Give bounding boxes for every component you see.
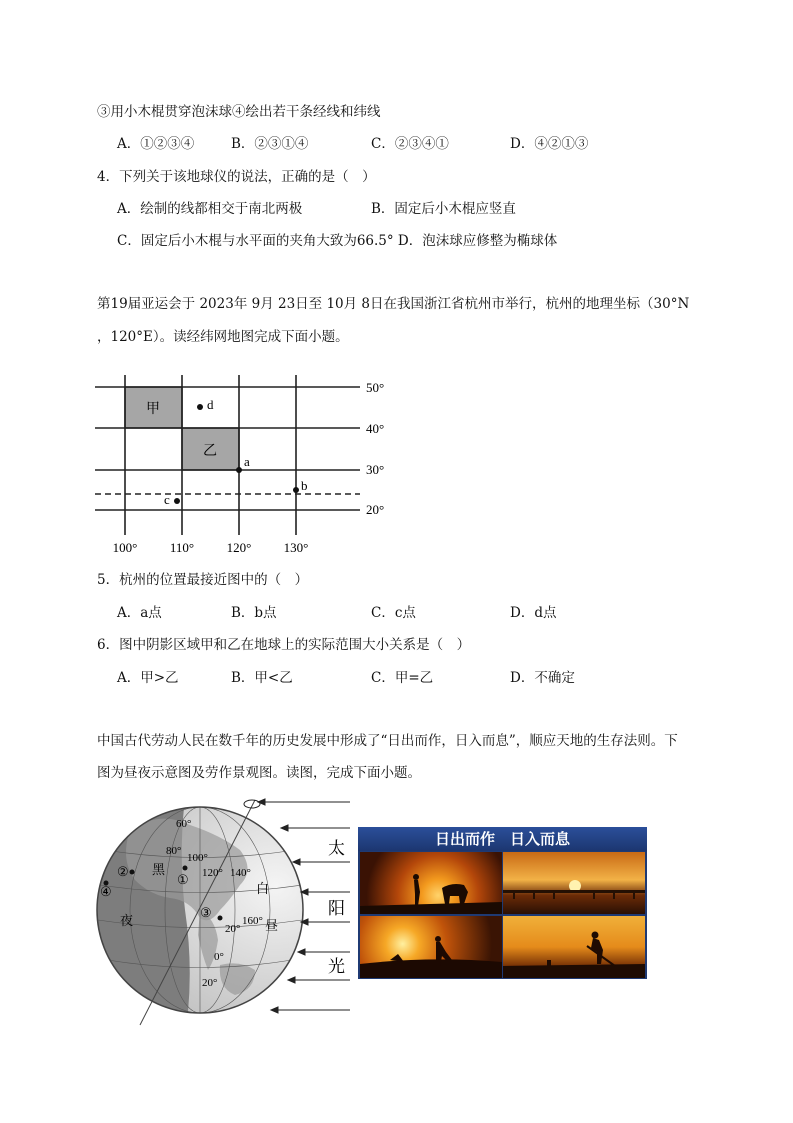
lat-lon-grid-map: [90, 375, 400, 560]
lon-label-100: 100°: [112, 540, 138, 555]
point-c-dot: [174, 498, 180, 504]
q3-option-b: B．②③①④: [231, 136, 309, 152]
intro-ancient-line1: 中国古代劳动人民在数千年的历史发展中形成了“日出而作，日入而息”，顺应天地的生存法则。下: [97, 733, 678, 749]
label-hei: 黑: [152, 862, 166, 877]
point-4: ④: [100, 884, 112, 899]
sunlight-label-2: 阳: [328, 899, 345, 918]
label-80: 80°: [166, 845, 182, 857]
label-20-north: 20°: [225, 923, 241, 935]
q5-option-b: B．b点: [231, 605, 277, 621]
intro-ancient-line2: 图为昼夜示意图及劳作景观图。读图，完成下面小题。: [97, 765, 421, 781]
q6-option-b: B．甲<乙: [231, 670, 293, 686]
photo-farmer-ox: [360, 852, 502, 914]
q6-option-d: D．不确定: [510, 670, 575, 686]
label-100: 100°: [187, 852, 208, 864]
q6-stem: 6．图中阴影区域甲和乙在地球上的实际范围大小关系是（ ）: [97, 637, 471, 653]
lon-label-110: 110°: [169, 540, 195, 555]
point-1: ①: [177, 872, 189, 887]
photo-title: 日出而作 日入而息: [358, 827, 647, 851]
sunlight-label-1: 太: [328, 839, 345, 858]
point-3: ③: [200, 905, 212, 920]
label-20-south: 20°: [202, 977, 218, 989]
q3-option-c: C．②③④①: [371, 136, 449, 152]
label-ye: 夜: [120, 913, 134, 928]
q5-option-d: D．d点: [510, 605, 557, 621]
label-bai: 白: [256, 881, 270, 896]
label-120: 120°: [202, 867, 223, 879]
q4-option-a: A．绘制的线都相交于南北两极: [117, 201, 303, 217]
photo-bridge-sunset: [503, 852, 645, 914]
intro-asian-games-line1: 第19届亚运会于 2023年 9月 23日至 10月 8日在我国浙江省杭州市举行，杭州的地理坐标（30°N: [97, 296, 690, 312]
point-c-label: c: [164, 492, 170, 507]
point-b-label: b: [301, 478, 308, 493]
q6-option-a: A．甲>乙: [117, 670, 179, 686]
q3-tail: ③用小木棍贯穿泡沫球④绘出若干条经线和纬线: [97, 104, 381, 120]
lon-label-130: 130°: [283, 540, 309, 555]
point-a-dot: [236, 467, 242, 473]
q3-option-d: D．④②①③: [510, 136, 589, 152]
label-60: 60°: [176, 818, 192, 830]
region-jia-label: 甲: [146, 402, 160, 417]
label-160: 160°: [242, 915, 263, 927]
point-2: ②: [117, 864, 129, 879]
day-night-globe-diagram: [90, 790, 355, 1030]
photo-farmer-hoe: [503, 916, 645, 978]
labor-photo-panel: [358, 827, 647, 979]
photo-workers-field: [360, 916, 502, 978]
point-b-dot: [293, 487, 299, 493]
q5-option-a: A．a点: [117, 605, 162, 621]
lat-label-20: 20°: [366, 502, 385, 517]
q5-option-c: C．c点: [371, 605, 416, 621]
sunlight-label-3: 光: [328, 957, 345, 976]
point-d-label: d: [207, 397, 214, 412]
region-yi-label: 乙: [203, 444, 217, 459]
q4-stem: 4．下列关于该地球仪的说法，正确的是（ ）: [97, 169, 376, 185]
lon-label-120: 120°: [226, 540, 252, 555]
point-a-label: a: [244, 454, 250, 469]
q5-stem: 5．杭州的位置最接近图中的（ ）: [97, 572, 309, 588]
lat-label-50: 50°: [366, 380, 385, 395]
point-d-dot: [197, 404, 203, 410]
q4-option-b: B．固定后小木棍应竖直: [371, 201, 516, 217]
label-0: 0°: [214, 951, 224, 963]
lat-label-30: 30°: [366, 462, 385, 477]
q6-option-c: C．甲=乙: [371, 670, 434, 686]
intro-asian-games-line2: ，120°E）。读经纬网地图完成下面小题。: [97, 329, 349, 345]
q3-option-a: A．①②③④: [117, 136, 195, 152]
q4-option-cd: C．固定后小木棍与水平面的夹角大致为66.5° D．泡沫球应修整为椭球体: [117, 233, 558, 249]
label-140: 140°: [230, 867, 251, 879]
lat-label-40: 40°: [366, 421, 385, 436]
label-zhou: 昼: [265, 918, 279, 933]
